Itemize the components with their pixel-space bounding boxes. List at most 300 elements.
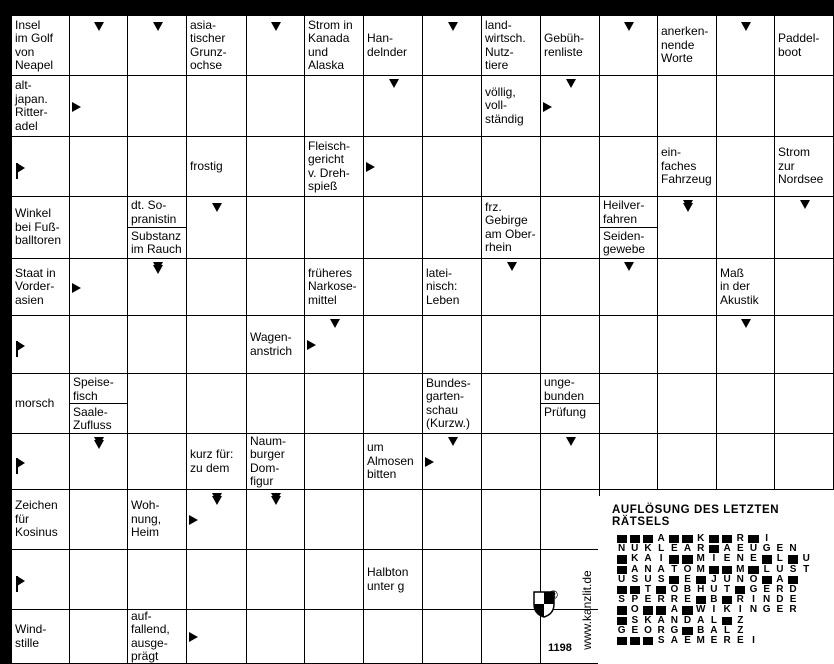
answer-cell[interactable] — [364, 316, 423, 374]
solution-block — [682, 627, 692, 635]
solution-letter: U — [631, 543, 639, 555]
answer-cell[interactable] — [482, 490, 541, 550]
answer-cell[interactable] — [364, 197, 423, 259]
solution-letter: A — [683, 543, 692, 555]
answer-cell[interactable] — [482, 374, 541, 434]
answer-cell[interactable] — [364, 259, 423, 316]
answer-cell[interactable] — [70, 490, 128, 550]
arrow-down-icon — [741, 22, 751, 31]
solution-letter: N — [763, 594, 771, 606]
clue-text: Naum- burger Dom- figur — [250, 434, 287, 488]
answer-cell[interactable] — [775, 434, 834, 490]
solution-letter: M — [696, 563, 705, 575]
solution-letter: A — [631, 563, 639, 575]
solution-letter: E — [644, 594, 652, 606]
clue-cell — [658, 137, 717, 197]
arrow-down-icon — [507, 262, 517, 271]
solution-letter: T — [671, 563, 678, 575]
arrow-down-icon — [683, 203, 693, 212]
clue-text-top: unge- bunden — [541, 374, 599, 404]
answer-cell[interactable] — [187, 76, 247, 137]
solution-block — [696, 596, 706, 604]
answer-cell[interactable] — [717, 434, 775, 490]
arrow-right-icon — [72, 102, 81, 112]
clue-cell — [128, 490, 187, 550]
answer-cell[interactable] — [305, 434, 364, 490]
answer-cell[interactable] — [775, 316, 834, 374]
solution-letter: E — [671, 543, 678, 555]
solution-letter: N — [789, 543, 797, 555]
clue-text: Zeichen für Kosinus — [15, 498, 58, 540]
solution-letter: W — [695, 604, 706, 616]
solution-letter: R — [776, 583, 784, 595]
answer-cell[interactable] — [658, 316, 717, 374]
arrow-down-icon — [566, 79, 576, 88]
solution-block — [617, 535, 627, 543]
clue-text: land- wirtsch. Nutz- tiere — [485, 17, 526, 72]
solution-letter: I — [712, 553, 716, 565]
clue-cell — [305, 259, 364, 316]
solution-letter: A — [723, 543, 731, 555]
clue-text: völlig, voll- ständig — [485, 84, 524, 126]
solution-letter: R — [736, 533, 744, 544]
solution-block — [617, 617, 627, 625]
clue-cell — [70, 374, 128, 434]
answer-cell[interactable] — [717, 197, 775, 259]
solution-letter: O — [670, 583, 679, 595]
solution-block — [643, 606, 653, 614]
clue-text: Halbton unter g — [367, 565, 409, 593]
solution-letter: E — [684, 573, 691, 585]
clue-text-top: dt. So- pranistin — [128, 197, 186, 228]
answer-cell[interactable] — [658, 259, 717, 316]
answer-cell[interactable] — [364, 490, 423, 550]
clue-text: morsch — [15, 395, 55, 410]
clue-cell — [482, 197, 541, 259]
clue-text: Winkel bei Fuß- balltoren — [15, 206, 62, 248]
answer-cell[interactable] — [305, 197, 364, 259]
solution-block — [709, 545, 719, 553]
clue-cell — [482, 16, 541, 76]
solution-letter: O — [630, 604, 639, 616]
solution-letter: T — [803, 563, 810, 575]
clue-cell — [247, 316, 305, 374]
solution-letter: Z — [737, 614, 744, 626]
answer-cell[interactable] — [423, 76, 482, 137]
answer-cell[interactable] — [482, 137, 541, 197]
clue-cell — [305, 16, 364, 76]
answer-cell[interactable] — [247, 374, 305, 434]
answer-cell[interactable] — [717, 137, 775, 197]
answer-cell[interactable] — [600, 316, 658, 374]
arrow-down-icon — [566, 437, 576, 446]
arrow-down-icon — [448, 437, 458, 446]
clue-text-bottom: Prüfung — [544, 404, 587, 419]
answer-cell[interactable] — [775, 374, 834, 434]
solution-letter: K — [697, 533, 705, 544]
clue-text: Wind- stille — [15, 622, 47, 650]
solution-letter: R — [789, 604, 797, 616]
clue-text: kurz für: zu dem — [190, 447, 234, 475]
solution-letter: N — [644, 563, 652, 575]
clue-text: asia- tischer Grunz- ochse — [190, 17, 227, 72]
solution-block — [656, 586, 666, 594]
arrow-down-icon — [94, 440, 104, 449]
solution-letter: O — [683, 563, 692, 575]
solution-letter: T — [724, 583, 731, 595]
answer-cell[interactable] — [717, 374, 775, 434]
solution-letter: E — [776, 543, 784, 555]
solution-block — [669, 555, 679, 563]
answer-cell[interactable] — [482, 610, 541, 664]
solution-letter: N — [736, 553, 744, 565]
clue-text: Paddel- boot — [778, 31, 820, 59]
solution-letter: S — [657, 573, 665, 585]
clue-cell — [247, 434, 305, 490]
solution-block — [617, 555, 627, 563]
solution-block — [643, 535, 653, 543]
clue-cell — [187, 16, 247, 76]
solution-letter: H — [697, 583, 705, 595]
flag-arrow-icon — [16, 576, 26, 592]
answer-cell[interactable] — [70, 610, 128, 664]
clue-text-bottom: Saale- Zufluss — [73, 404, 112, 432]
answer-cell[interactable] — [541, 490, 600, 550]
arrow-down-icon — [271, 496, 281, 505]
clue-text: Maß in der Akustik — [720, 265, 759, 307]
solution-letter: R — [697, 543, 705, 555]
clue-cell — [12, 16, 70, 76]
solution-letter: A — [670, 604, 678, 616]
clue-cell — [12, 374, 70, 434]
answer-cell[interactable] — [305, 490, 364, 550]
solution-letter: U — [776, 563, 784, 575]
solution-block — [682, 535, 692, 543]
arrow-down-icon — [271, 22, 281, 31]
solution-block — [722, 566, 732, 574]
answer-cell[interactable] — [658, 434, 717, 490]
solution-block — [682, 555, 692, 563]
solution-letter: E — [763, 583, 770, 595]
clue-cell — [12, 197, 70, 259]
solution-block — [630, 586, 640, 594]
clue-cell — [541, 16, 600, 76]
clue-cell — [364, 434, 423, 490]
answer-cell[interactable] — [128, 76, 187, 137]
arrow-right-icon — [307, 340, 316, 350]
solution-letter: A — [657, 614, 665, 626]
clue-text: latei- nisch: Leben — [426, 265, 460, 307]
answer-cell[interactable] — [128, 550, 187, 610]
solution-letter: S — [789, 563, 797, 575]
solution-letter: R — [670, 594, 678, 606]
answer-cell[interactable] — [305, 374, 364, 434]
clue-text-bottom: Seiden- gewebe — [603, 228, 646, 256]
clue-text: alt- japan. Ritter- adel — [15, 78, 48, 133]
answer-cell[interactable] — [128, 137, 187, 197]
solution-letter: K — [723, 604, 731, 616]
solution-letter: E — [631, 624, 639, 636]
puzzle-number: 1198 — [548, 642, 572, 654]
flag-arrow-icon — [16, 458, 26, 474]
arrow-down-icon — [389, 79, 399, 88]
clue-text: Wagen- anstrich — [250, 330, 293, 358]
solution-letter: M — [696, 634, 705, 646]
clue-cell — [717, 259, 775, 316]
answer-cell[interactable] — [247, 550, 305, 610]
top-border-bar — [0, 0, 834, 16]
solution-letter: E — [710, 634, 718, 646]
solution-block — [748, 566, 758, 574]
solution-block — [617, 566, 627, 574]
solution-letter: U — [710, 583, 718, 595]
solution-letter: M — [736, 563, 745, 575]
clue-text: um Almosen bitten — [367, 440, 414, 482]
clue-cell — [12, 259, 70, 316]
solution-row — [615, 605, 813, 615]
clue-text: Strom zur Nordsee — [778, 145, 824, 187]
solution-letter: L — [724, 624, 731, 636]
solution-block — [669, 535, 679, 543]
solution-block — [643, 637, 653, 645]
solution-letter: S — [631, 614, 639, 626]
left-border-bar — [0, 16, 12, 664]
answer-cell[interactable] — [187, 374, 247, 434]
clue-text: frz. Gebirge am Ober- rhein — [485, 199, 536, 254]
answer-cell[interactable] — [305, 610, 364, 664]
solution-letter: E — [736, 634, 744, 646]
answer-cell[interactable] — [128, 434, 187, 490]
solution-block — [617, 637, 627, 645]
arrow-down-icon — [212, 203, 222, 212]
clue-cell — [423, 259, 482, 316]
solution-letter: I — [659, 553, 663, 565]
clue-text-bottom: Substanz im Rauch — [131, 228, 182, 256]
answer-cell[interactable] — [775, 76, 834, 137]
arrow-right-icon — [543, 102, 552, 112]
solution-letter: E — [750, 553, 757, 565]
solution-letter: U — [617, 573, 626, 585]
solution-letter: O — [644, 624, 652, 636]
answer-cell[interactable] — [187, 259, 247, 316]
clue-text: Han- delnder — [367, 31, 408, 59]
solution-block — [748, 535, 758, 543]
clue-text: Gebüh- renliste — [544, 31, 585, 59]
answer-cell[interactable] — [70, 137, 128, 197]
clue-cell — [775, 137, 834, 197]
solution-letter: A — [644, 553, 652, 565]
clue-cell — [128, 610, 187, 664]
arrow-down-icon — [800, 200, 810, 209]
solution-letter: S — [618, 594, 625, 606]
solution-letter: A — [710, 624, 718, 636]
solution-letter: R — [736, 594, 744, 606]
arrow-down-icon — [624, 262, 634, 271]
registered-mark: ® — [549, 588, 558, 602]
clue-text: ein- faches Fahrzeug — [661, 145, 712, 187]
solution-block — [788, 576, 798, 584]
answer-cell[interactable] — [247, 610, 305, 664]
answer-cell[interactable] — [600, 434, 658, 490]
flag-arrow-icon — [16, 341, 26, 357]
answer-cell[interactable] — [364, 610, 423, 664]
clue-cell — [364, 550, 423, 610]
solution-letter: E — [776, 604, 784, 616]
solution-block — [617, 606, 627, 614]
answer-cell[interactable] — [658, 374, 717, 434]
solution-letter: G — [749, 583, 758, 595]
answer-cell[interactable] — [423, 197, 482, 259]
clue-cell — [187, 137, 247, 197]
answer-cell[interactable] — [128, 316, 187, 374]
clue-text: früheres Narkose- mittel — [308, 265, 357, 307]
answer-cell[interactable] — [128, 374, 187, 434]
answer-cell[interactable] — [482, 316, 541, 374]
solution-letter: L — [776, 553, 783, 565]
answer-cell[interactable] — [717, 76, 775, 137]
solution-block — [656, 606, 666, 614]
arrow-down-icon — [624, 22, 634, 31]
solution-letter: U — [749, 543, 758, 555]
solution-letter: T — [644, 583, 652, 595]
answer-cell[interactable] — [70, 316, 128, 374]
answer-cell[interactable] — [541, 316, 600, 374]
clue-cell — [775, 16, 834, 76]
solution-letter: G — [762, 604, 771, 616]
arrow-down-icon — [153, 265, 163, 274]
solution-letter: B — [697, 624, 705, 636]
answer-cell[interactable] — [658, 76, 717, 137]
answer-cell[interactable] — [247, 197, 305, 259]
solution-letter: N — [736, 573, 744, 585]
clue-cell — [423, 374, 482, 434]
solution-block — [788, 555, 798, 563]
solution-letter: I — [752, 634, 755, 646]
solution-letter: L — [658, 543, 665, 555]
answer-cell[interactable] — [541, 137, 600, 197]
solution-letter: S — [631, 573, 639, 585]
answer-cell[interactable] — [541, 259, 600, 316]
solution-letter: U — [644, 573, 652, 585]
solution-block — [669, 576, 679, 584]
answer-cell[interactable] — [70, 550, 128, 610]
solution-title: AUFLÖSUNG DES LETZTEN RÄTSELS — [612, 504, 780, 528]
answer-cell[interactable] — [187, 550, 247, 610]
solution-letter: K — [631, 553, 639, 565]
solution-letter: R — [657, 594, 665, 606]
arrow-right-icon — [189, 515, 198, 525]
flag-arrow-icon — [16, 163, 26, 179]
solution-letter: A — [776, 573, 784, 585]
clue-text: anerken- nende Worte — [661, 24, 709, 66]
solution-letter: N — [749, 604, 758, 616]
solution-letter: A — [697, 614, 705, 626]
answer-cell[interactable] — [305, 76, 364, 137]
answer-cell[interactable] — [775, 259, 834, 316]
clue-cell — [12, 490, 70, 550]
answer-cell[interactable] — [364, 374, 423, 434]
solution-block — [617, 586, 627, 594]
solution-letter: B — [683, 583, 692, 595]
solution-letter: E — [684, 594, 691, 606]
clue-cell — [12, 76, 70, 137]
solution-block — [722, 596, 732, 604]
answer-cell[interactable] — [247, 137, 305, 197]
solution-letter: U — [723, 573, 731, 585]
solution-letter: M — [696, 553, 705, 565]
answer-cell[interactable] — [247, 76, 305, 137]
answer-cell[interactable] — [423, 610, 482, 664]
solution-block — [630, 535, 640, 543]
clue-text: Fleisch- gericht v. Dreh- spieß — [308, 138, 351, 193]
solution-block — [762, 576, 772, 584]
website-label: www.kanzlit.de — [580, 570, 594, 650]
solution-letter: R — [723, 634, 731, 646]
answer-cell[interactable] — [423, 490, 482, 550]
solution-block — [762, 555, 772, 563]
answer-cell[interactable] — [600, 137, 658, 197]
answer-cell[interactable] — [423, 316, 482, 374]
solution-letter: K — [644, 543, 652, 555]
clue-text: Woh- nung, Heim — [131, 498, 162, 540]
solution-block — [722, 617, 732, 625]
arrow-down-icon — [94, 22, 104, 31]
solution-letter: I — [752, 594, 755, 606]
solution-letter: A — [657, 533, 665, 544]
clue-cell — [482, 76, 541, 137]
arrow-down-icon — [741, 319, 751, 328]
clue-text: Strom in Kanada und Alaska — [308, 17, 353, 72]
answer-cell[interactable] — [187, 316, 247, 374]
arrow-down-icon — [330, 319, 340, 328]
solution-letter: E — [684, 634, 691, 646]
arrow-right-icon — [189, 632, 198, 642]
clue-cell — [364, 16, 423, 76]
answer-cell[interactable] — [600, 374, 658, 434]
answer-cell[interactable] — [600, 76, 658, 137]
clue-text: Staat in Vorder- asien — [15, 265, 56, 307]
answer-cell[interactable] — [70, 197, 128, 259]
solution-letter: I — [738, 604, 742, 616]
solution-letter: I — [712, 604, 716, 616]
answer-cell[interactable] — [541, 197, 600, 259]
answer-cell[interactable] — [423, 137, 482, 197]
arrow-down-icon — [153, 22, 163, 31]
answer-cell[interactable] — [423, 550, 482, 610]
answer-cell[interactable] — [482, 434, 541, 490]
answer-cell[interactable] — [305, 550, 364, 610]
solution-block — [735, 586, 745, 594]
arrow-down-icon — [212, 496, 222, 505]
clue-text-top: Speise- fisch — [70, 374, 127, 404]
solution-letter: L — [763, 563, 770, 575]
clue-cell — [600, 197, 658, 259]
solution-block — [722, 535, 732, 543]
answer-cell[interactable] — [247, 259, 305, 316]
solution-letter: L — [710, 614, 717, 626]
solution-row — [615, 636, 813, 646]
solution-letter: J — [711, 573, 717, 585]
clue-cell — [12, 610, 70, 664]
arrow-down-icon — [448, 22, 458, 31]
solution-letter: A — [670, 634, 678, 646]
solution-letter: B — [710, 594, 718, 606]
clue-text-top: Heilver- fahren — [600, 197, 657, 228]
clue-cell — [128, 197, 187, 259]
clue-cell — [541, 374, 600, 434]
solution-letter: D — [789, 583, 797, 595]
solution-letter: O — [749, 573, 758, 585]
